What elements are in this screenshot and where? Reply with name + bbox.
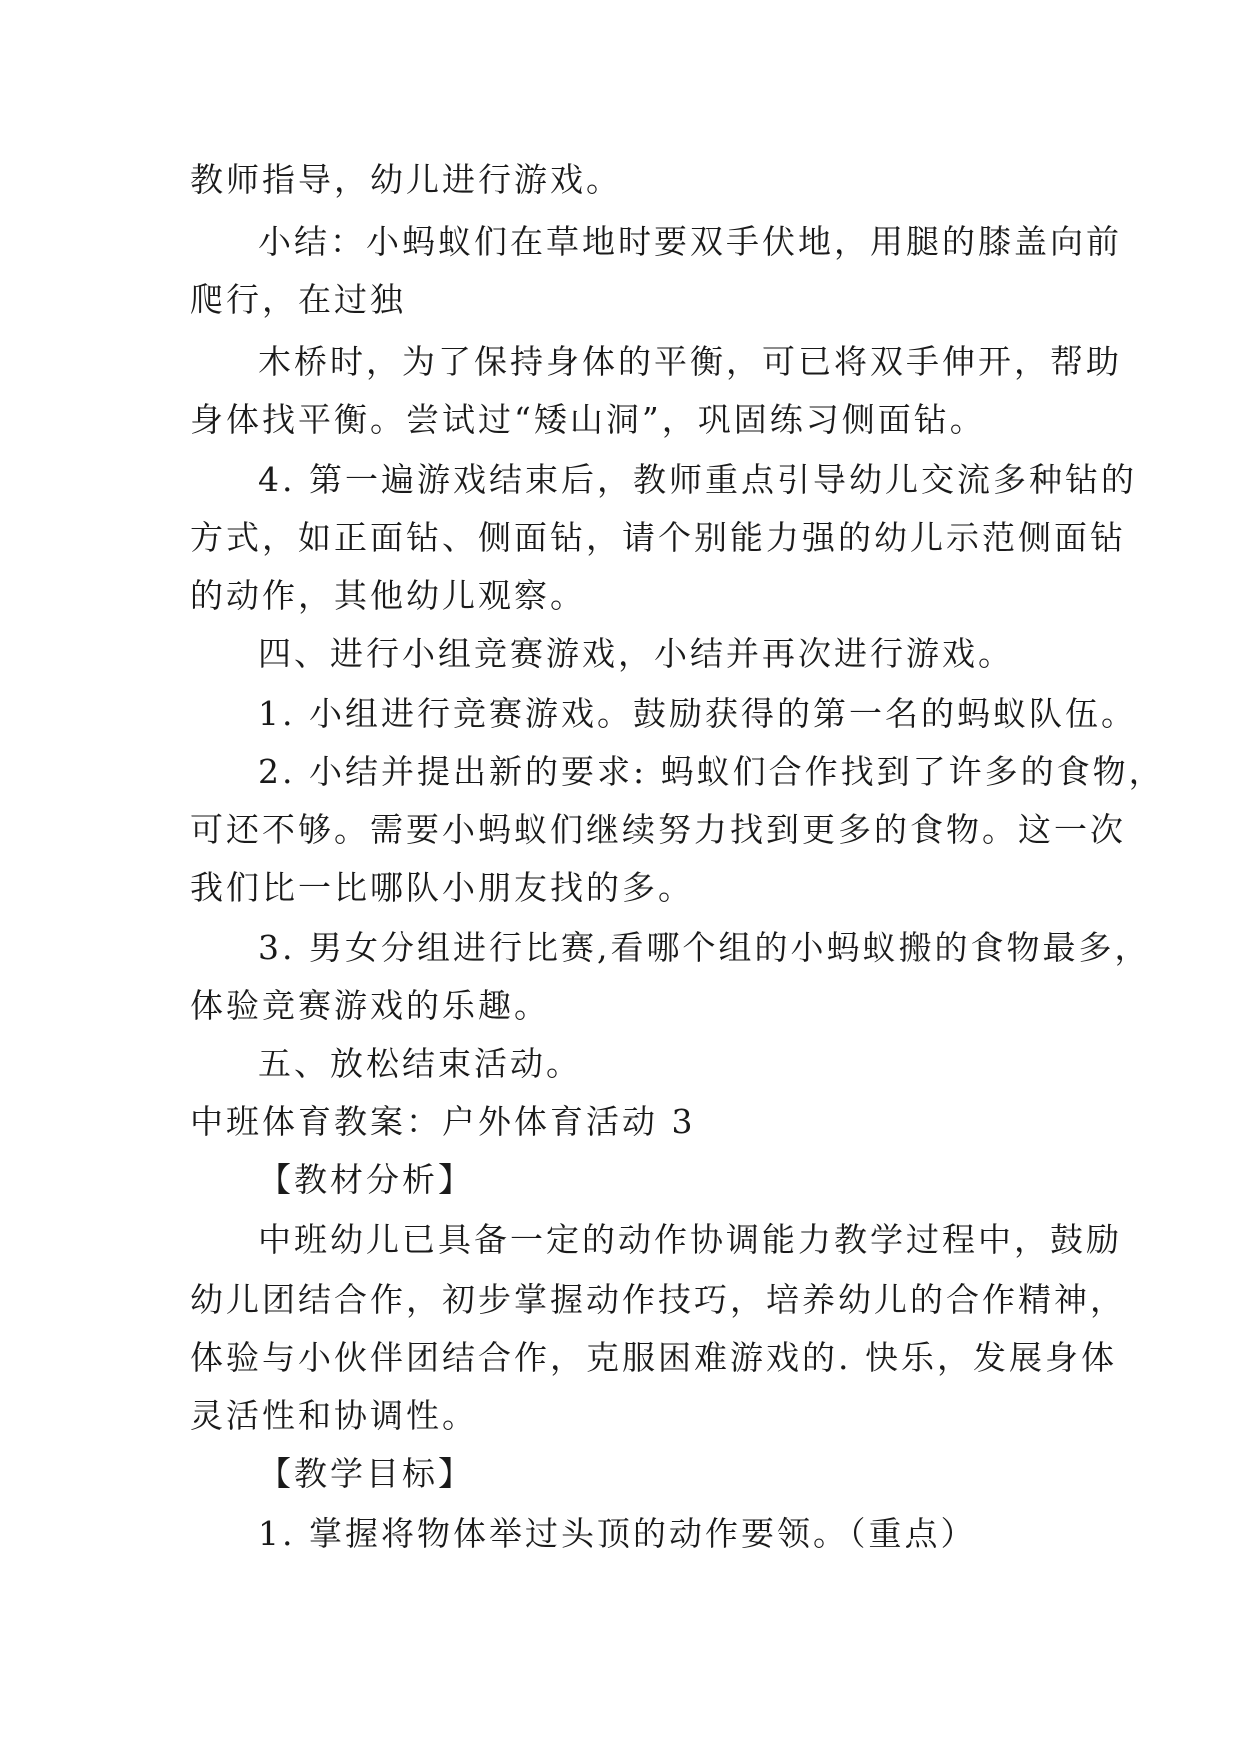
text-line: 2. 小结并提出新的要求: 蚂蚁们合作找到了许多的食物， [258, 752, 1165, 791]
text-line: 四、进行小组竞赛游戏，小结并再次进行游戏。 [258, 634, 1014, 673]
text-line: 教师指导，幼儿进行游戏。 [190, 160, 622, 199]
text-line: 4. 第一遍游戏结束后，教师重点引导幼儿交流多种钻的 [258, 460, 1137, 499]
text-line: 【教学目标】 [258, 1454, 474, 1493]
section-title: 中班体育教案：户外体育活动 3 [190, 1102, 696, 1141]
text-line: 可还不够。需要小蚂蚁们继续努力找到更多的食物。这一次 [190, 810, 1126, 849]
text-line: 幼儿团结合作，初步掌握动作技巧，培养幼儿的合作精神， [190, 1280, 1126, 1319]
text-line: 五、放松结束活动。 [258, 1044, 582, 1083]
text-line: 1. 掌握将物体举过头顶的动作要领。（重点） [258, 1514, 977, 1553]
text-line: 的动作，其他幼儿观察。 [190, 576, 586, 615]
text-line: 木桥时，为了保持身体的平衡，可已将双手伸开，帮助 [258, 342, 1122, 381]
text-line: 体验竞赛游戏的乐趣。 [190, 986, 550, 1025]
text-line: 体验与小伙伴团结合作，克服困难游戏的. 快乐，发展身体 [190, 1338, 1117, 1377]
text-line: 3. 男女分组进行比赛,看哪个组的小蚂蚁搬的食物最多， [258, 928, 1151, 967]
text-line: 小结：小蚂蚁们在草地时要双手伏地，用腿的膝盖向前 [258, 222, 1122, 261]
text-line: 灵活性和协调性。 [190, 1396, 478, 1435]
text-line: 中班幼儿已具备一定的动作协调能力教学过程中，鼓励 [258, 1220, 1122, 1259]
text-line: 【教材分析】 [258, 1160, 474, 1199]
text-line: 我们比一比哪队小朋友找的多。 [190, 868, 694, 907]
text-line: 方式，如正面钻、侧面钻，请个别能力强的幼儿示范侧面钻 [190, 518, 1126, 557]
text-line: 爬行，在过独 [190, 280, 406, 319]
text-line: 1. 小组进行竞赛游戏。鼓励获得的第一名的蚂蚁队伍。 [258, 694, 1137, 733]
text-line: 身体找平衡。尝试过“矮山洞”，巩固练习侧面钻。 [190, 400, 986, 439]
